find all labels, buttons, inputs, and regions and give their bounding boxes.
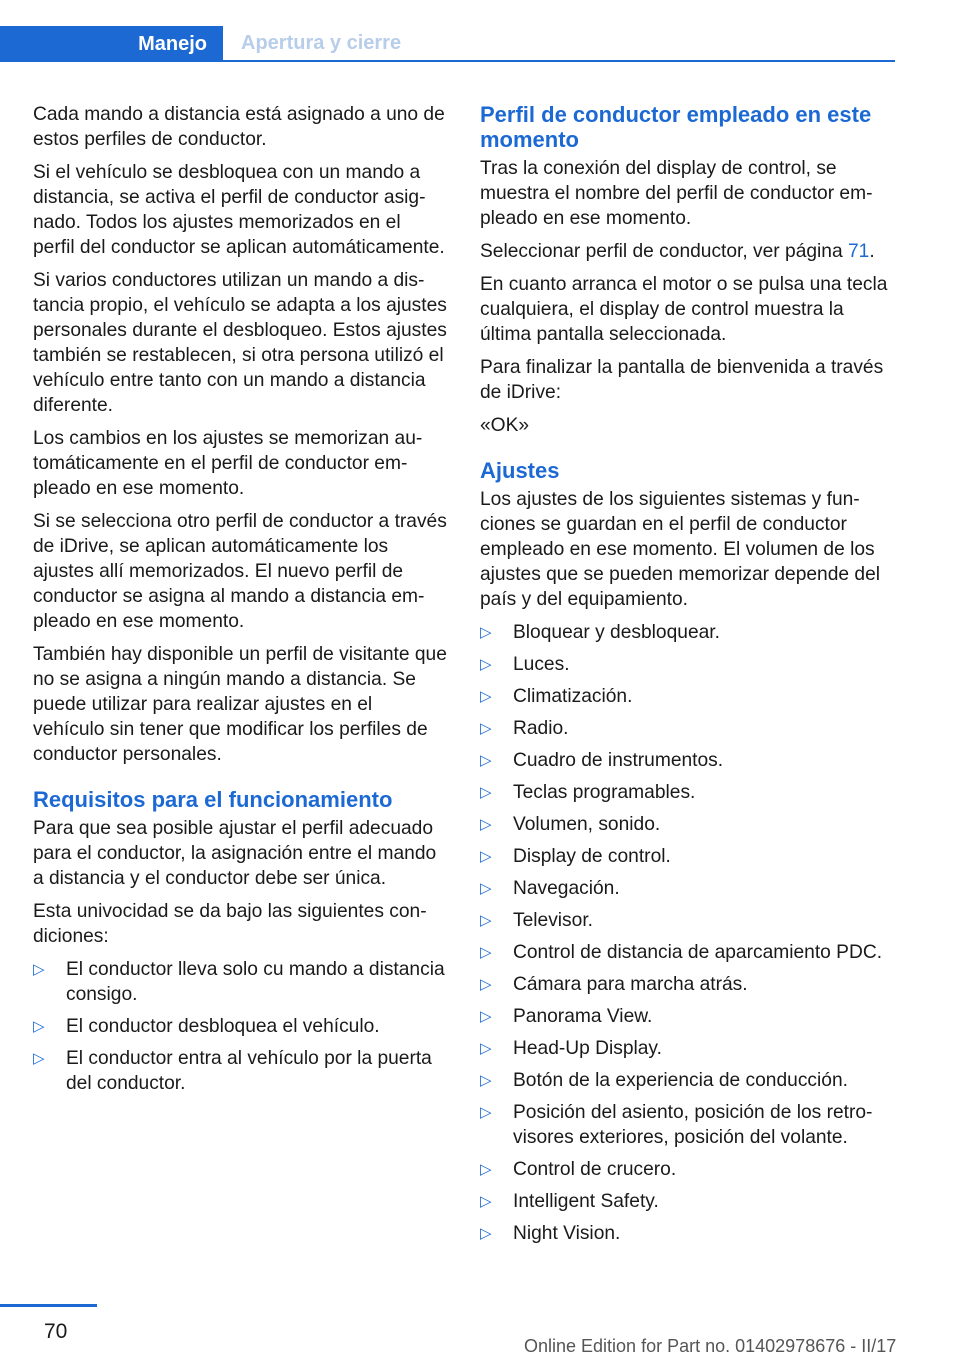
list-item: [480, 780, 894, 805]
list-item-text: Panorama View.: [513, 1006, 653, 1027]
triangle-bullet-icon: ▷: [480, 816, 492, 833]
triangle-bullet-icon: ▷: [480, 1161, 492, 1178]
list-item-text: Botón de la experiencia de conducción.: [513, 1070, 848, 1091]
list-item: [33, 957, 447, 1007]
list-item: [480, 876, 894, 901]
paragraph: Tras la conexión del display de control, se muestra el nombre del perfil de conductor empleado en ese momento.: [480, 158, 873, 229]
paragraph: Si el vehículo se desbloquea con un mando a distancia, se activa el perfil de conductor asignado. Todos los ajustes memorizados en el perfil del conductor se aplican automáticamente.: [33, 162, 445, 258]
paragraph: [480, 239, 894, 264]
list-item: [480, 1100, 894, 1150]
list-item: [480, 716, 894, 741]
paragraph: También hay disponible un perfil de visitante que no se asigna a ningún mando a distancia. Se puede utilizar para realizar ajustes en el vehículo sin tener que modificar los perfiles de conductor personales.: [33, 644, 447, 765]
page-header: [0, 0, 960, 64]
list-item: [480, 972, 894, 997]
heading-ajustes: Ajustes: [480, 458, 560, 483]
list-item-text: Night Vision.: [513, 1223, 621, 1244]
paragraph-text: Seleccionar perfil de conductor, ver página: [480, 241, 848, 262]
list-item: [480, 620, 894, 645]
list-item: [480, 684, 894, 709]
left-column: [33, 102, 447, 1103]
list-item-text: Televisor.: [513, 910, 593, 931]
list-item-text: Intelligent Safety.: [513, 1191, 659, 1212]
list-item: [480, 940, 894, 965]
list-item-text: Control de distancia de aparcamiento PDC.: [513, 942, 883, 963]
triangle-bullet-icon: ▷: [480, 1193, 492, 1210]
list-item-text: Climatización.: [513, 686, 633, 707]
triangle-bullet-icon: ▷: [480, 848, 492, 865]
list-item: [480, 1189, 894, 1214]
triangle-bullet-icon: ▷: [480, 624, 492, 641]
list-item: [480, 844, 894, 869]
triangle-bullet-icon: ▷: [480, 720, 492, 737]
footer-divider: [0, 1304, 97, 1307]
paragraph: Los cambios en los ajustes se memorizan automáticamente en el perfil de conductor empleado en ese momento.: [33, 428, 423, 499]
edition-note: Online Edition for Part no. 01402978676 - II/17: [524, 1336, 897, 1356]
list-item-text: Cuadro de instrumentos.: [513, 750, 724, 771]
section-tab-apertura[interactable]: Apertura y cierre: [223, 26, 895, 62]
paragraph: Cada mando a distancia está asignado a uno de estos perfiles de conductor.: [33, 104, 445, 150]
paragraph: Si se selecciona otro perfil de conductor a través de iDrive, se aplican automáticamente los ajustes allí memorizados. El nuevo perfil de conductor se asigna al mando a distancia empleado en ese momento.: [33, 511, 447, 632]
list-item-text: Radio.: [513, 718, 569, 739]
list-item: [480, 1157, 894, 1182]
paragraph: Si varios conductores utilizan un mando a distancia propio, el vehículo se adapta a los ajustes personales durante el desbloqueo. Estos ajustes también se restablecen, si otra persona utilizó el vehículo entre tanto con un mando a distancia diferente.: [33, 270, 447, 416]
list-item-text: Volumen, sonido.: [513, 814, 661, 835]
triangle-bullet-icon: ▷: [480, 688, 492, 705]
triangle-bullet-icon: ▷: [480, 752, 492, 769]
triangle-bullet-icon: ▷: [33, 1050, 45, 1067]
list-item: [480, 1068, 894, 1093]
list-item: [480, 1004, 894, 1029]
list-item-text: Display de control.: [513, 846, 671, 867]
triangle-bullet-icon: ▷: [480, 1008, 492, 1025]
triangle-bullet-icon: ▷: [33, 1018, 45, 1035]
list-item: [480, 652, 894, 677]
settings-list: [480, 620, 894, 1246]
heading-perfil: Perfil de conductor empleado en este momento: [480, 102, 872, 152]
triangle-bullet-icon: ▷: [480, 1040, 492, 1057]
list-item: [33, 1046, 447, 1096]
triangle-bullet-icon: ▷: [480, 976, 492, 993]
list-item-text: Cámara para marcha atrás.: [513, 974, 748, 995]
paragraph: En cuanto arranca el motor o se pulsa una tecla cualquiera, el display de control muestra la última pantalla seleccionada.: [480, 274, 888, 345]
list-item-text: El conductor entra al vehículo por la puerta del conductor.: [66, 1048, 432, 1094]
heading-requisitos: Requisitos para el funcionamiento: [33, 787, 393, 812]
list-item: [480, 748, 894, 773]
section-tab-manejo[interactable]: Manejo: [0, 26, 223, 62]
paragraph: «OK»: [480, 415, 530, 436]
list-item-text: Teclas programables.: [513, 782, 696, 803]
page-link[interactable]: 71: [847, 241, 870, 262]
paragraph: Esta univocidad se da bajo las siguientes condiciones:: [33, 901, 427, 947]
list-item: [480, 1036, 894, 1061]
list-item: [480, 908, 894, 933]
list-item: [480, 812, 894, 837]
page-number: 70: [44, 1320, 68, 1343]
list-item-text: El conductor desbloquea el vehículo.: [66, 1016, 380, 1037]
triangle-bullet-icon: ▷: [33, 961, 45, 978]
triangle-bullet-icon: ▷: [480, 784, 492, 801]
triangle-bullet-icon: ▷: [480, 1104, 492, 1121]
triangle-bullet-icon: ▷: [480, 944, 492, 961]
triangle-bullet-icon: ▷: [480, 656, 492, 673]
conditions-list: [33, 957, 447, 1096]
paragraph: Los ajustes de los siguientes sistemas y funciones se guardan en el perfil de conductor empleado en ese momento. El volumen de los ajustes que se pueden memorizar depende del país y del equipamiento.: [480, 489, 881, 610]
triangle-bullet-icon: ▷: [480, 1225, 492, 1242]
list-item: [33, 1014, 447, 1039]
triangle-bullet-icon: ▷: [480, 1072, 492, 1089]
triangle-bullet-icon: ▷: [480, 880, 492, 897]
paragraph: Para finalizar la pantalla de bienvenida a través de iDrive:: [480, 357, 884, 403]
list-item-text: Posición del asiento, posición de los retrovisores exteriores, posición del volante.: [513, 1102, 873, 1148]
list-item-text: Head-Up Display.: [513, 1038, 662, 1059]
list-item: [480, 1221, 894, 1246]
paragraph: Para que sea posible ajustar el perfil adecuado para el conductor, la asignación entre el mando a distancia y el conductor debe ser única.: [33, 818, 437, 889]
list-item-text: Luces.: [513, 654, 570, 675]
paragraph-text-end: .: [869, 241, 875, 262]
list-item-text: El conductor lleva solo cu mando a distancia consigo.: [66, 959, 445, 1005]
triangle-bullet-icon: ▷: [480, 912, 492, 929]
right-column: [480, 102, 894, 1253]
list-item-text: Control de crucero.: [513, 1159, 677, 1180]
list-item-text: Navegación.: [513, 878, 620, 899]
list-item-text: Bloquear y desbloquear.: [513, 622, 720, 643]
